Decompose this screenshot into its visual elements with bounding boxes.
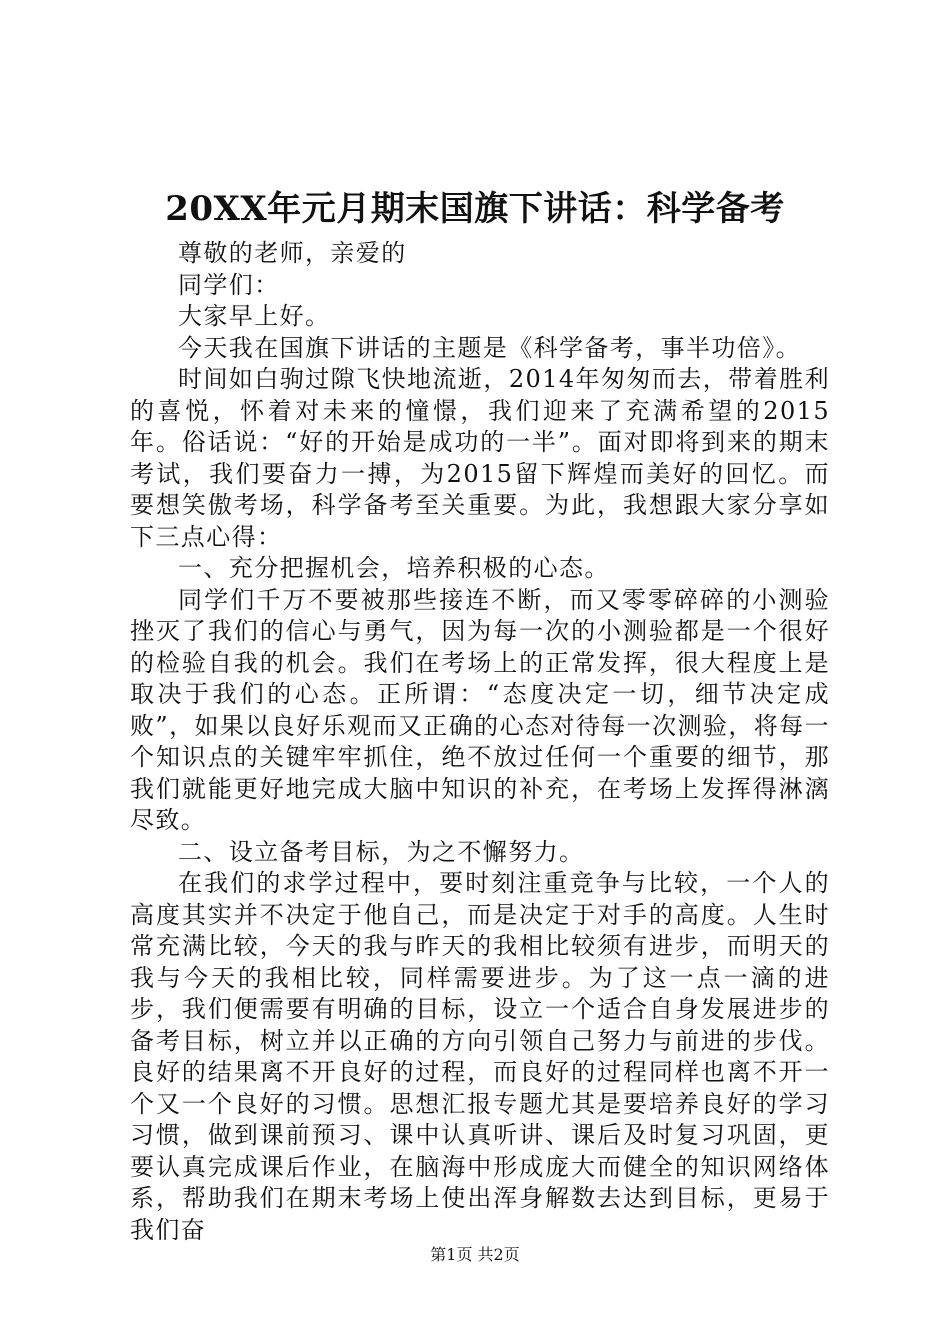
document-title: 20XX年元月期末国旗下讲话：科学备考 bbox=[165, 189, 785, 229]
section-heading-1: 一、充分把握机会，培养积极的心态。 bbox=[178, 554, 610, 582]
paragraph-topic: 今天我在国旗下讲话的主题是《科学备考，事半功倍》。 bbox=[178, 333, 801, 362]
document-body bbox=[130, 238, 830, 1246]
paragraph-greeting-3: 大家早上好。 bbox=[178, 302, 331, 330]
paragraph-section-2: 在我们的求学过程中，要时刻注重竞争与比较，一个人的高度其实并不决定于他自己，而是决定于对手的高度。人生时常充满比较，今天的我与昨天的我相比较须有进步，而明天的我与今天的我相比较，同样需要进步。为了这一点一滴的进步，我们便需要有明确的目标，设立一个适合自身发展进步的备考目标，树立并以正确的方向引领自己努力与前进的步伐。良好的结果离不开良好的过程，而良好的过程同样也离不开一个又一个良好的习惯。思想汇报专题尤其是要培养良好的学习习惯，做到课前预习、课中认真听讲、课后及时复习巩固，更要认真完成课后作业，在脑海中形成庞大而健全的知识网络体系，帮助我们在期末考场上使出浑身解数去达到目标，更易于我们奋 bbox=[130, 869, 830, 1244]
paragraph-intro: 时间如白驹过隙飞快地流逝，2014年匆匆而去，带着胜利的喜悦，怀着对未来的憧憬，我们迎来了充满希望的2015年。俗话说：“好的开始是成功的一半”。面对即将到来的期末考试，我们要奋力一搏，为2015留下辉煌而美好的回忆。而要想笑傲考场，科学备考至关重要。为此，我想跟大家分享如下三点心得： bbox=[130, 365, 830, 551]
paragraph-greeting-1: 尊敬的老师，亲爱的 bbox=[178, 239, 407, 267]
page-footer: 第1页 共2页 bbox=[430, 1245, 520, 1264]
paragraph-section-1: 同学们千万不要被那些接连不断，而又零零碎碎的小测验挫灭了我们的信心与勇气，因为每一次的小测验都是一个很好的检验自我的机会。我们在考场上的正常发挥，很大程度上是取决于我们的心态。正所谓：“态度决定一切，细节决定成败”，如果以良好乐观而又正确的心态对待每一次测验，将每一个知识点的关键牢牢抓住，绝不放过任何一个重要的细节，那我们就能更好地完成大脑中知识的补充，在考场上发挥得淋漓尽致。 bbox=[130, 585, 830, 834]
section-heading-2: 二、设立备考目标，为之不懈努力。 bbox=[178, 837, 585, 866]
paragraph-greeting-2: 同学们： bbox=[178, 270, 280, 299]
